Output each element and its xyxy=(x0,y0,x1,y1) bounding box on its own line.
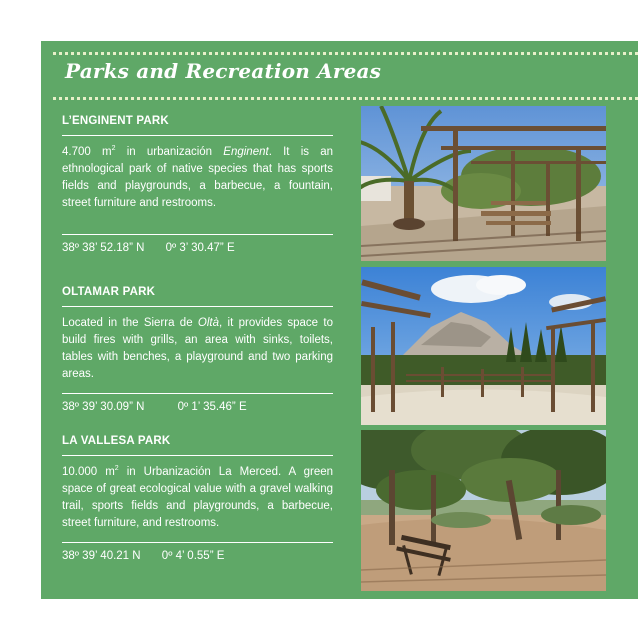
longitude: 0º 3’ 30.47” E xyxy=(165,242,235,254)
park-description: 10.000 $m^2$ in Urbanización La Merced. A green space of great ecological value with a gravel walking trail, sports fields and playgrounds, a barbecue, street furniture, and restrooms. xyxy=(62,465,334,529)
latitude: 38º 39’ 40.21 N xyxy=(62,550,141,562)
park-coordinates xyxy=(62,401,333,413)
photo-oltamar-park xyxy=(361,267,606,425)
park-coordinates xyxy=(62,550,333,562)
dotted-divider-bottom xyxy=(53,97,638,100)
photo-la-vallesa-park xyxy=(361,430,606,591)
park-section-vallesa xyxy=(62,435,333,562)
page-title: Parks and Recreation Areas xyxy=(65,59,382,83)
longitude: 0º 4’ 0.55” E xyxy=(161,550,225,562)
park-name: LA VALLESA PARK xyxy=(62,435,171,447)
divider xyxy=(62,306,333,307)
dotted-divider-top xyxy=(53,52,638,55)
divider xyxy=(62,455,333,456)
latitude: 38º 38’ 52.18” N xyxy=(62,242,145,254)
park-section-enginent xyxy=(62,115,333,254)
park-description: Located in the Sierra de Oltà, it provides space to build fires with grills, an area with sinks, toilets, tables with benches, a playground and two parking areas. xyxy=(62,317,333,380)
park-name: L’ENGINENT PARK xyxy=(62,115,169,127)
longitude: 0º 1’ 35.46” E xyxy=(177,401,247,413)
parks-panel xyxy=(41,41,638,599)
park-name: OLTAMAR PARK xyxy=(62,286,156,298)
park-section-oltamar xyxy=(62,286,333,413)
latitude: 38º 39’ 30.09” N xyxy=(62,401,145,413)
divider xyxy=(62,393,333,394)
park-description: 4.700 $m^2$ in urbanización Enginent. It is an ethnological park of native species that has sports fields and playgrounds, a barbecue, a fountain, street furniture and restrooms. xyxy=(62,145,333,209)
divider xyxy=(62,234,333,235)
divider xyxy=(62,135,333,136)
photo-enginent-park xyxy=(361,106,606,261)
divider xyxy=(62,542,333,543)
park-coordinates xyxy=(62,242,333,254)
